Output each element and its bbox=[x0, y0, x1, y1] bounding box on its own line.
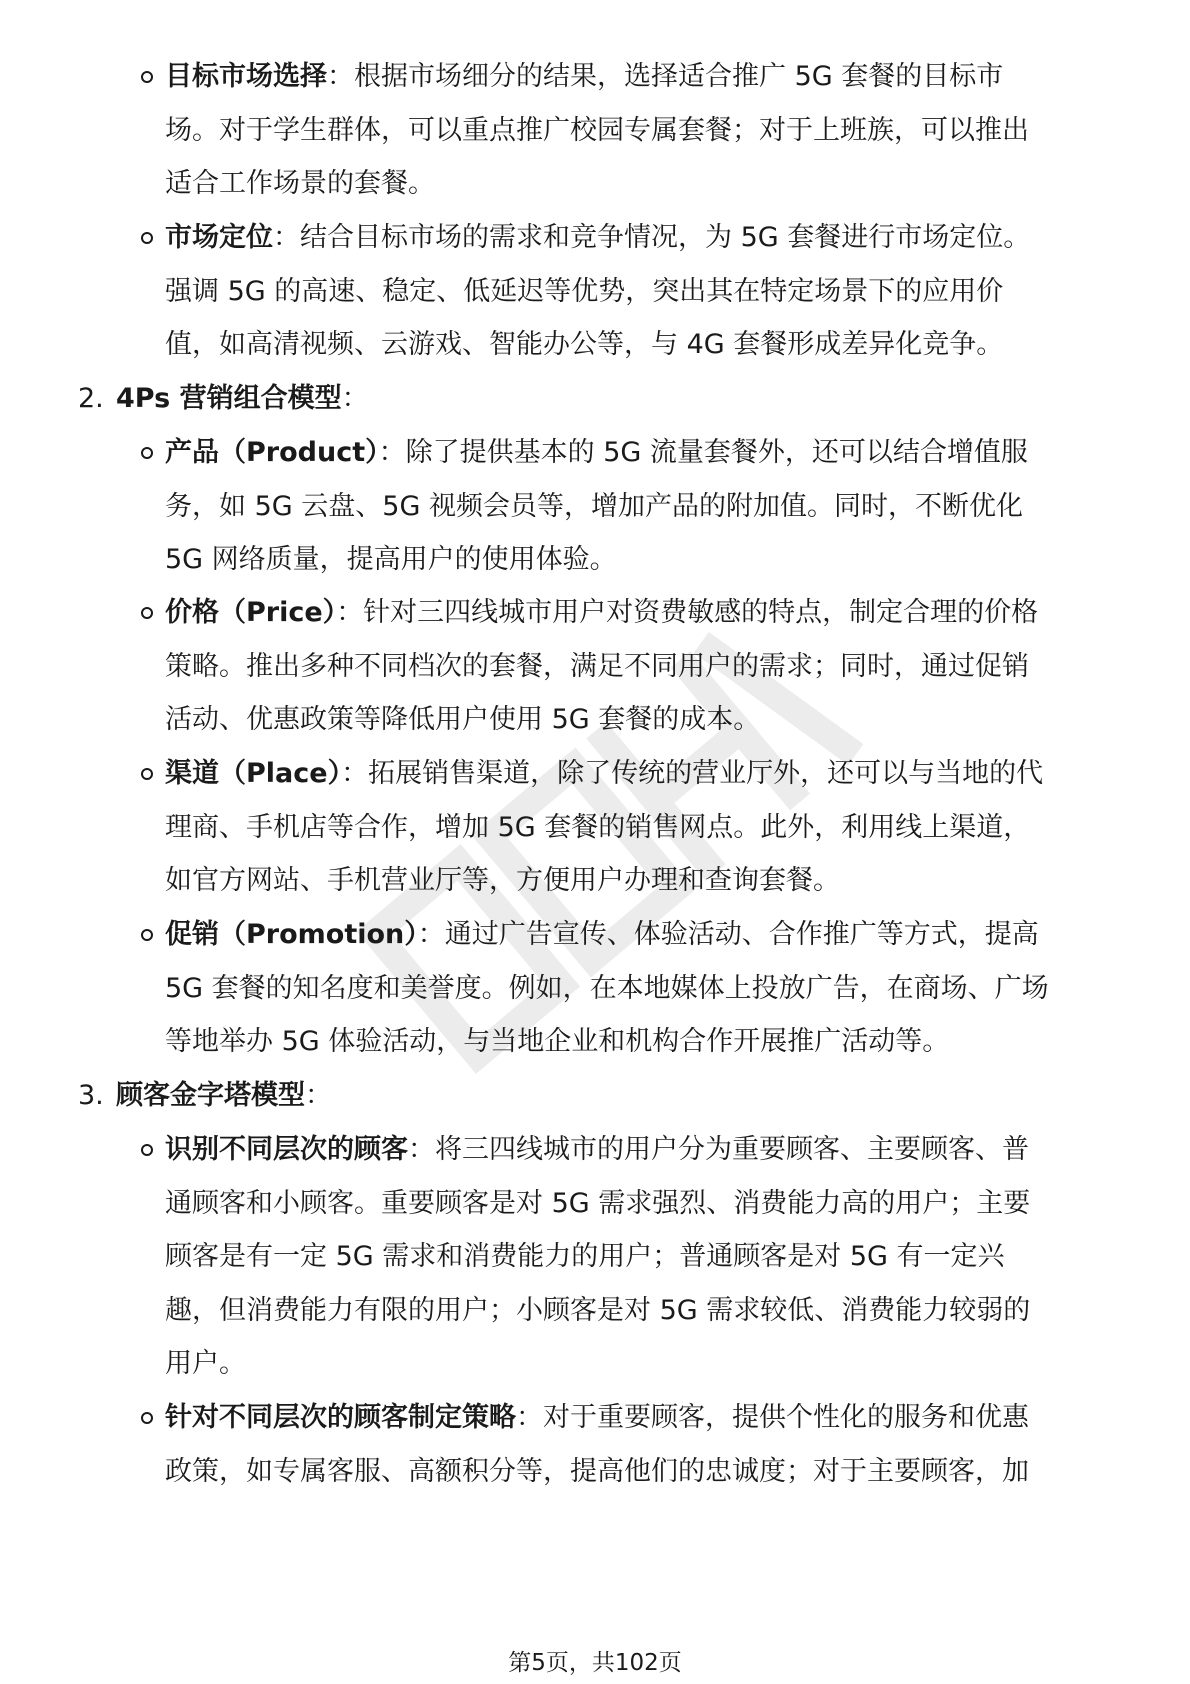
item-bold-title: 产品（Product） bbox=[165, 437, 379, 468]
item-bold-title: 目标市场选择 bbox=[165, 61, 327, 92]
item-text-line: 趣，但消费能力有限的用户；小顾客是对 5G 需求较低、消费能力较弱的 bbox=[165, 1295, 1031, 1326]
item-bold-title: 渠道（Place） bbox=[165, 758, 342, 789]
list-item-text bbox=[165, 754, 1043, 794]
item-text-line: ：将三四线城市的用户分为重要顾客、主要顾客、普 bbox=[408, 1134, 1029, 1165]
list-item-text bbox=[165, 57, 1003, 97]
list-bullet-icon bbox=[141, 447, 153, 459]
item-text-line: 通顾客和小顾客。重要顾客是对 5G 需求强烈、消费能力高的用户；主要 bbox=[165, 1188, 1031, 1219]
list-bullet-icon bbox=[141, 1412, 153, 1424]
list-item-text bbox=[165, 1130, 1029, 1170]
item-text-line: ：拓展销售渠道，除了传统的营业厅外，还可以与当地的代 bbox=[341, 758, 1044, 789]
item-bold-title: 市场定位 bbox=[165, 222, 273, 253]
list-bullet-icon bbox=[141, 232, 153, 244]
item-text-line: ：对于重要顾客，提供个性化的服务和优惠 bbox=[516, 1402, 1029, 1433]
item-text-line: ：根据市场细分的结果，选择适合推广 5G 套餐的目标市 bbox=[327, 61, 1004, 92]
list-bullet-icon bbox=[141, 1144, 153, 1156]
item-text-line: 用户。 bbox=[165, 1348, 246, 1379]
item-text-line: 政策，如专属客服、高额积分等，提高他们的忠诚度；对于主要顾客，加 bbox=[165, 1456, 1029, 1487]
list-bullet-icon bbox=[141, 929, 153, 941]
list-bullet-icon bbox=[141, 607, 153, 619]
item-text-line: ：除了提供基本的 5G 流量套餐外，还可以结合增值服 bbox=[378, 437, 1028, 468]
item-text-line: 策略。推出多种不同档次的套餐，满足不同用户的需求；同时，通过促销 bbox=[165, 651, 1029, 682]
item-text-line: ：结合目标市场的需求和竞争情况，为 5G 套餐进行市场定位。 bbox=[273, 222, 1031, 253]
list-item-text bbox=[165, 218, 1030, 258]
item-bold-title: 促销（Promotion） bbox=[165, 919, 418, 950]
item-bold-title: 识别不同层次的顾客 bbox=[165, 1134, 408, 1165]
item-text-line: 理商、手机店等合作，增加 5G 套餐的销售网点。此外，利用线上渠道， bbox=[165, 812, 1031, 843]
item-text-line: 5G 网络质量，提高用户的使用体验。 bbox=[165, 544, 617, 575]
section-title: 4Ps 营销组合模型 bbox=[116, 383, 342, 414]
section-heading bbox=[116, 1076, 332, 1116]
item-text-line: 值，如高清视频、云游戏、智能办公等，与 4G 套餐形成差异化竞争。 bbox=[165, 329, 1004, 360]
section-number: 2. bbox=[78, 383, 104, 414]
section-title-suffix: ： bbox=[341, 383, 369, 414]
item-text-line: 顾客是有一定 5G 需求和消费能力的用户；普通顾客是对 5G 有一定兴 bbox=[165, 1241, 1005, 1272]
page-number-footer: 第5页，共102页 bbox=[508, 1650, 682, 1676]
list-item-text bbox=[165, 433, 1028, 473]
item-text-line: ：针对三四线城市用户对资费敏感的特点，制定合理的价格 bbox=[336, 597, 1039, 628]
item-text-line: 如官方网站、手机营业厅等，方便用户办理和查询套餐。 bbox=[165, 865, 840, 896]
item-bold-title: 价格（Price） bbox=[165, 597, 337, 628]
item-text-line: 5G 套餐的知名度和美誉度。例如，在本地媒体上投放广告，在商场、广场 bbox=[165, 973, 1049, 1004]
section-title: 顾客金字塔模型 bbox=[116, 1080, 305, 1111]
item-bold-title: 针对不同层次的顾客制定策略 bbox=[165, 1402, 516, 1433]
item-text-line: 适合工作场景的套餐。 bbox=[165, 168, 435, 199]
section-title-suffix: ： bbox=[305, 1080, 332, 1111]
item-text-line: 强调 5G 的高速、稳定、低延迟等优势，突出其在特定场景下的应用价 bbox=[165, 276, 1004, 307]
list-bullet-icon bbox=[141, 71, 153, 83]
list-item-text bbox=[165, 593, 1038, 633]
item-text-line: 活动、优惠政策等降低用户使用 5G 套餐的成本。 bbox=[165, 704, 761, 735]
section-number: 3. bbox=[78, 1080, 104, 1111]
item-text-line: 等地举办 5G 体验活动，与当地企业和机构合作开展推广活动等。 bbox=[165, 1026, 950, 1057]
item-text-line: 场。对于学生群体，可以重点推广校园专属套餐；对于上班族，可以推出 bbox=[165, 115, 1029, 146]
item-text-line: 务，如 5G 云盘、5G 视频会员等，增加产品的附加值。同时，不断优化 bbox=[165, 491, 1023, 522]
list-item-text bbox=[165, 915, 1039, 955]
list-item-text bbox=[165, 1398, 1029, 1438]
section-heading bbox=[116, 379, 369, 419]
list-bullet-icon bbox=[141, 768, 153, 780]
item-text-line: ：通过广告宣传、体验活动、合作推广等方式，提高 bbox=[417, 919, 1039, 950]
